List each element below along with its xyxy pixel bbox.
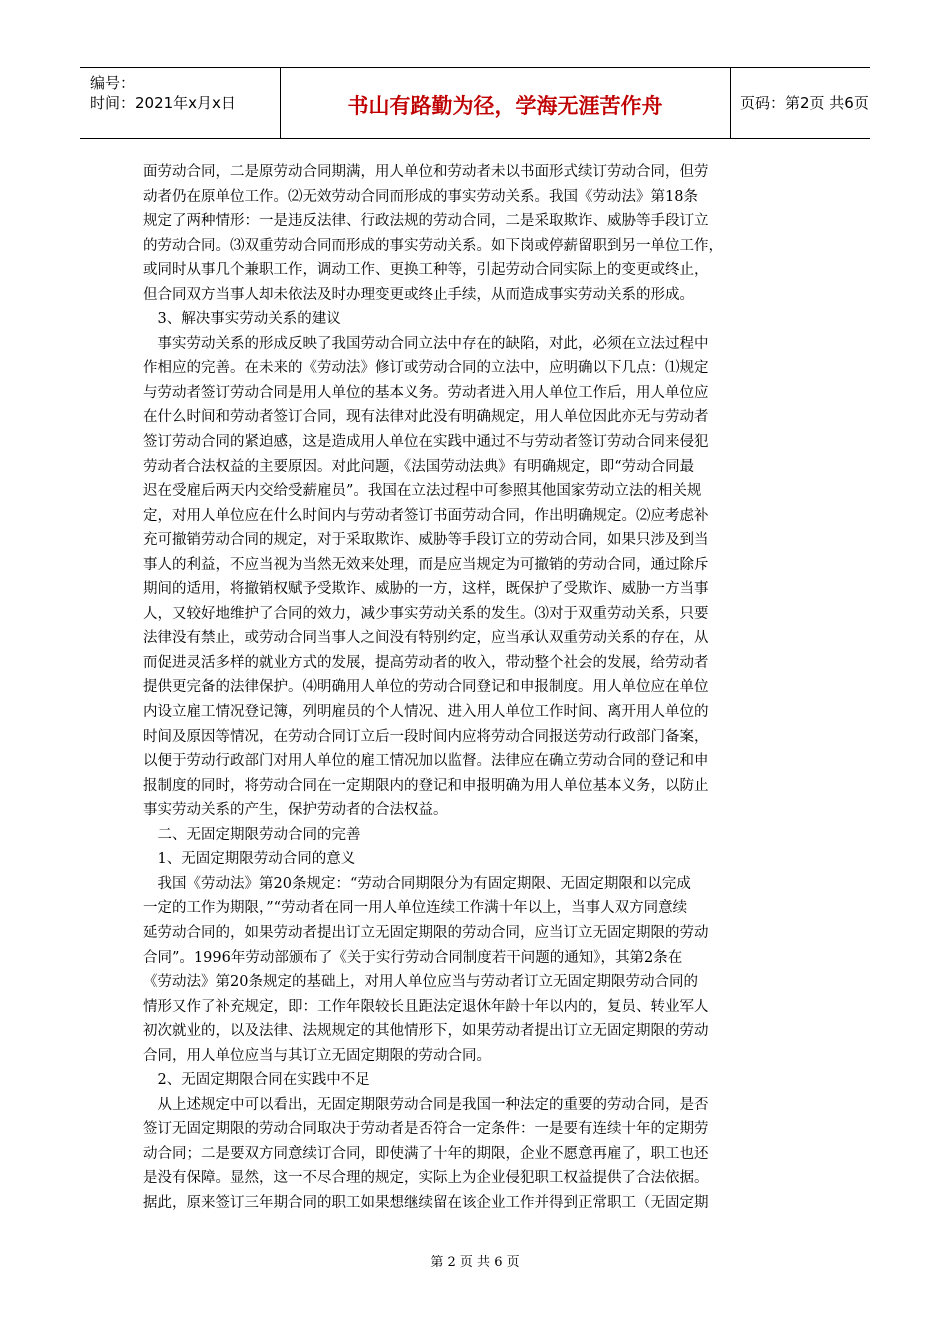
text-line: 但合同双方当事人却未依法及时办理变更或终止手续，从而造成事实劳动关系的形成。	[143, 286, 694, 303]
text-line: 一定的工作为期限，”“劳动者在同一用人单位连续工作满十年以上，当事人双方同意续	[143, 900, 688, 917]
page-header	[80, 67, 870, 139]
document-date: 时间：2021年x月x日	[90, 94, 236, 112]
text-line: 期间的适用，将撤销权赋予受欺诈、威胁的一方，这样，既保护了受欺诈、威胁一方当事	[143, 581, 709, 598]
text-line: 据此，原来签订三年期合同的职工如果想继续留在该企业工作并得到正常职工（无固定期	[143, 1194, 709, 1211]
text-line: 我国《劳动法》第20条规定：“劳动合同期限分为有固定期限、无固定期限和以完成	[143, 875, 691, 892]
header-page-number: 页码：第2页 共6页	[740, 94, 869, 112]
text-line: 与劳动者签订劳动合同是用人单位的基本义务。劳动者进入用人单位工作后，用人单位应	[143, 384, 709, 401]
header-motto-cell	[280, 68, 731, 138]
text-line: 动者仍在原单位工作。⑵无效劳动合同而形成的事实劳动关系。我国《劳动法》第18条	[143, 188, 698, 205]
text-line: 人，又较好地维护了合同的效力，减少事实劳动关系的发生。⑶对于双重劳动关系，只要	[143, 605, 709, 622]
text-line: 情形又作了补充规定，即：工作年限较长且距法定退休年龄十年以内的，复员、转业军人	[143, 998, 709, 1015]
text-line: 合同”。1996年劳动部颁布了《关于实行劳动合同制度若干问题的通知》，其第2条在	[143, 949, 683, 966]
text-line: 从上述规定中可以看出，无固定期限劳动合同是我国一种法定的重要的劳动合同，是否	[143, 1096, 709, 1113]
text-line: 二、无固定期限劳动合同的完善	[143, 826, 361, 843]
text-line: 以便于劳动行政部门对用人单位的雇工情况加以监督。法律应在确立劳动合同的登记和申	[143, 753, 709, 770]
text-line: 初次就业的，以及法律、法规规定的其他情形下，如果劳动者提出订立无固定期限的劳动	[143, 1023, 709, 1040]
text-line: 报制度的同时，将劳动合同在一定期限内的登记和申报明确为用人单位基本义务，以防止	[143, 777, 709, 794]
text-line: 内设立雇工情况登记簿，列明雇员的个人情况、进入用人单位工作时间、离开用人单位的	[143, 704, 709, 721]
text-line: 动合同；二是要双方同意续订合同，即使满了十年的期限，企业不愿意再雇了，职工也还	[143, 1145, 709, 1162]
document-number-label: 编号：	[90, 74, 136, 92]
text-line: 规定了两种情形：一是违反法律、行政法规的劳动合同，二是采取欺诈、威胁等手段订立	[143, 213, 709, 230]
text-line: 定，对用人单位应在什么时间内与劳动者签订书面劳动合同，作出明确规定。⑵应考虑补	[143, 507, 709, 524]
text-line: 时间及原因等情况，在劳动合同订立后一段时间内应将劳动合同报送劳动行政部门备案，	[143, 728, 709, 745]
text-line: 2、无固定期限合同在实践中不足	[143, 1072, 370, 1089]
text-line: 事人的利益，不应当视为当然无效来处理，而是应当规定为可撤销的劳动合同，通过除斥	[143, 556, 709, 573]
text-line: 迟在受雇后两天内交给受薪雇员”。我国在立法过程中可参照其他国家劳动立法的相关规	[143, 483, 702, 500]
text-line: 是没有保障。显然，这一不尽合理的规定，实际上为企业侵犯职工权益提供了合法依据。	[143, 1170, 709, 1187]
text-line: 在什么时间和劳动者签订合同，现有法律对此没有明确规定，用人单位因此亦无与劳动者	[143, 409, 709, 426]
text-line: 延劳动合同的，如果劳动者提出订立无固定期限的劳动合同，应当订立无固定期限的劳动	[143, 924, 709, 941]
text-line: 提供更完备的法律保护。⑷明确用人单位的劳动合同登记和申报制度。用人单位应在单位	[143, 679, 709, 696]
text-line: 合同，用人单位应当与其订立无固定期限的劳动合同。	[143, 1047, 491, 1064]
text-line: 3、解决事实劳动关系的建议	[143, 311, 341, 328]
text-line: 作相应的完善。在未来的《劳动法》修订或劳动合同的立法中，应明确以下几点：⑴规定	[143, 360, 709, 377]
text-line: 或同时从事几个兼职工作，调动工作、更换工种等，引起劳动合同实际上的变更或终止，	[143, 262, 709, 279]
header-page-cell	[730, 68, 870, 138]
header-motto: 书山有路勤为径，学海无涯苦作舟	[347, 94, 663, 118]
text-line: 面劳动合同，二是原劳动合同期满，用人单位和劳动者未以书面形式续订劳动合同，但劳	[143, 164, 709, 180]
text-line: 《劳动法》第20条规定的基础上，对用人单位应当与劳动者订立无固定期限劳动合同的	[143, 974, 698, 991]
text-line: 的劳动合同。⑶双重劳动合同而形成的事实劳动关系。如下岗或停薪留职到另一单位工作，	[143, 237, 723, 254]
page-footer: 第 2 页 共 6 页	[430, 1255, 520, 1270]
header-meta-cell	[80, 68, 281, 138]
text-line: 事实劳动关系的形成反映了我国劳动合同立法中存在的缺陷，对此，必须在立法过程中	[143, 335, 709, 352]
text-line: 劳动者合法权益的主要原因。对此问题，《法国劳动法典》有明确规定，即“劳动合同最	[143, 458, 695, 475]
text-line: 签订劳动合同的紧迫感，这是造成用人单位在实践中通过不与劳动者签订劳动合同来侵犯	[143, 434, 709, 451]
text-line: 充可撤销劳动合同的规定，对于采取欺诈、威胁等手段订立的劳动合同，如果只涉及到当	[143, 532, 709, 549]
document-body	[143, 160, 803, 1216]
text-line: 事实劳动关系的产生，保护劳动者的合法权益。	[143, 802, 448, 819]
text-line: 法律没有禁止，或劳动合同当事人之间没有特别约定，应当承认双重劳动关系的存在，从	[143, 630, 709, 647]
text-line: 签订无固定期限的劳动合同取决于劳动者是否符合一定条件：一是要有连续十年的定期劳	[143, 1121, 709, 1138]
text-line: 1、无固定期限劳动合同的意义	[143, 851, 356, 868]
text-line: 而促进灵活多样的就业方式的发展，提高劳动者的收入，带动整个社会的发展，给劳动者	[143, 654, 709, 671]
